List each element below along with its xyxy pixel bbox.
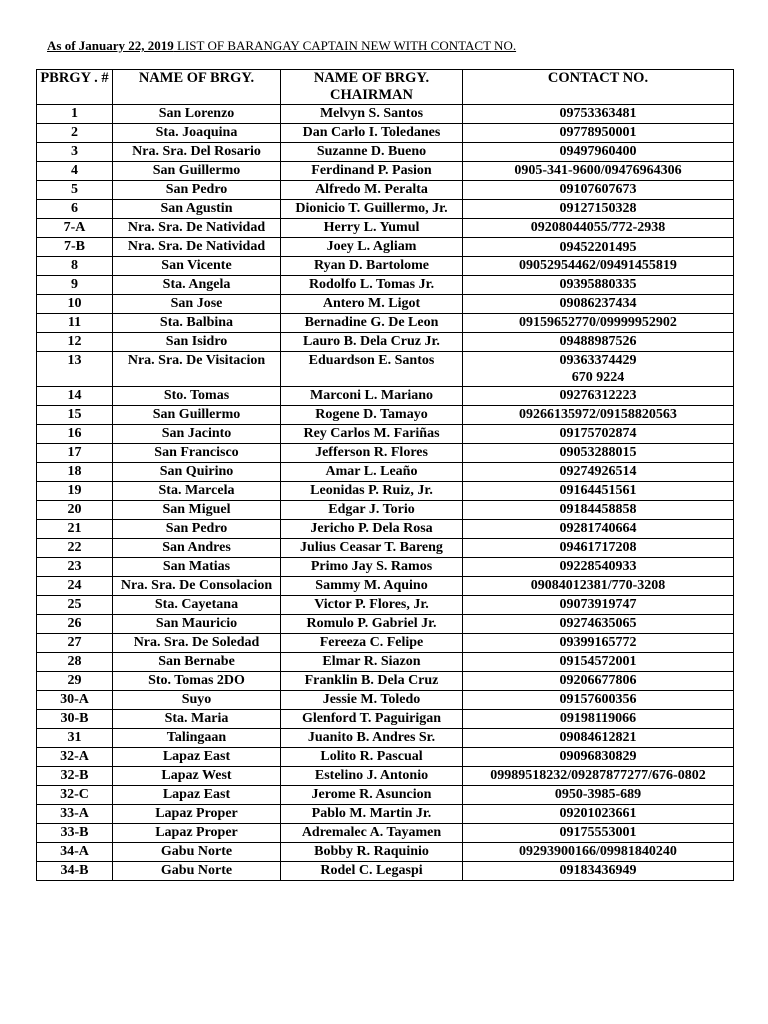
cell-pbrgy-no: 2 bbox=[37, 124, 113, 143]
table-row bbox=[37, 767, 734, 786]
table-row bbox=[37, 276, 734, 295]
table-row bbox=[37, 352, 734, 387]
barangay-captain-table bbox=[36, 69, 734, 881]
cell-brgy-name: San Lorenzo bbox=[113, 105, 281, 124]
cell-chairman-name: Juanito B. Andres Sr. bbox=[281, 729, 463, 748]
cell-chairman-name: Joey L. Agliam bbox=[281, 238, 463, 257]
cell-pbrgy-no: 18 bbox=[37, 463, 113, 482]
header-pbrgy-no: PBRGY . # bbox=[37, 70, 113, 105]
cell-brgy-name: Sta. Cayetana bbox=[113, 596, 281, 615]
cell-brgy-name: San Matias bbox=[113, 558, 281, 577]
title-date: As of January 22, 2019 bbox=[47, 38, 174, 53]
cell-contact-no: 0905-341-9600/09476964306 bbox=[463, 162, 734, 181]
table-row bbox=[37, 143, 734, 162]
table-row bbox=[37, 501, 734, 520]
cell-brgy-name: Sta. Marcela bbox=[113, 482, 281, 501]
cell-contact-no: 09201023661 bbox=[463, 805, 734, 824]
table-row bbox=[37, 295, 734, 314]
cell-chairman-name: Eduardson E. Santos bbox=[281, 352, 463, 387]
table-row bbox=[37, 672, 734, 691]
cell-brgy-name: Nra. Sra. Del Rosario bbox=[113, 143, 281, 162]
cell-chairman-name: Jefferson R. Flores bbox=[281, 444, 463, 463]
cell-chairman-name: Bobby R. Raquinio bbox=[281, 843, 463, 862]
table-row bbox=[37, 238, 734, 257]
cell-brgy-name: San Guillermo bbox=[113, 162, 281, 181]
cell-brgy-name: San Pedro bbox=[113, 520, 281, 539]
cell-pbrgy-no: 7-B bbox=[37, 238, 113, 257]
cell-chairman-name: Lolito R. Pascual bbox=[281, 748, 463, 767]
cell-chairman-name: Rey Carlos M. Fariñas bbox=[281, 425, 463, 444]
cell-contact-no: 09159652770/09999952902 bbox=[463, 314, 734, 333]
cell-contact-no: 09276312223 bbox=[463, 387, 734, 406]
cell-brgy-name: San Agustin bbox=[113, 200, 281, 219]
cell-brgy-name: Lapaz East bbox=[113, 748, 281, 767]
cell-pbrgy-no: 20 bbox=[37, 501, 113, 520]
table-row bbox=[37, 615, 734, 634]
cell-brgy-name: San Jacinto bbox=[113, 425, 281, 444]
table-row bbox=[37, 162, 734, 181]
cell-contact-no: 09206677806 bbox=[463, 672, 734, 691]
cell-brgy-name: Sta. Maria bbox=[113, 710, 281, 729]
cell-pbrgy-no: 28 bbox=[37, 653, 113, 672]
cell-contact-no: 09399165772 bbox=[463, 634, 734, 653]
cell-pbrgy-no: 34-A bbox=[37, 843, 113, 862]
cell-chairman-name: Franklin B. Dela Cruz bbox=[281, 672, 463, 691]
cell-contact-no: 09107607673 bbox=[463, 181, 734, 200]
table-row bbox=[37, 333, 734, 352]
cell-contact-no: 09084012381/770-3208 bbox=[463, 577, 734, 596]
cell-pbrgy-no: 3 bbox=[37, 143, 113, 162]
cell-contact-no: 09198119066 bbox=[463, 710, 734, 729]
cell-brgy-name: Sta. Angela bbox=[113, 276, 281, 295]
cell-pbrgy-no: 4 bbox=[37, 162, 113, 181]
table-header-row bbox=[37, 70, 734, 105]
cell-brgy-name: Nra. Sra. De Natividad bbox=[113, 219, 281, 238]
cell-contact-no: 09488987526 bbox=[463, 333, 734, 352]
cell-chairman-name: Primo Jay S. Ramos bbox=[281, 558, 463, 577]
cell-chairman-name: Leonidas P. Ruiz, Jr. bbox=[281, 482, 463, 501]
table-row bbox=[37, 634, 734, 653]
cell-chairman-name: Victor P. Flores, Jr. bbox=[281, 596, 463, 615]
cell-pbrgy-no: 30-A bbox=[37, 691, 113, 710]
table-row bbox=[37, 843, 734, 862]
cell-pbrgy-no: 6 bbox=[37, 200, 113, 219]
cell-pbrgy-no: 12 bbox=[37, 333, 113, 352]
cell-chairman-name: Alfredo M. Peralta bbox=[281, 181, 463, 200]
cell-contact-no: 09184458858 bbox=[463, 501, 734, 520]
table-row bbox=[37, 862, 734, 881]
cell-chairman-name: Sammy M. Aquino bbox=[281, 577, 463, 596]
cell-chairman-name: Herry L. Yumul bbox=[281, 219, 463, 238]
cell-pbrgy-no: 24 bbox=[37, 577, 113, 596]
cell-chairman-name: Dan Carlo I. Toledanes bbox=[281, 124, 463, 143]
cell-brgy-name: Nra. Sra. De Consolacion bbox=[113, 577, 281, 596]
table-body bbox=[37, 105, 734, 881]
cell-pbrgy-no: 33-A bbox=[37, 805, 113, 824]
cell-pbrgy-no: 19 bbox=[37, 482, 113, 501]
cell-pbrgy-no: 30-B bbox=[37, 710, 113, 729]
cell-chairman-name: Lauro B. Dela Cruz Jr. bbox=[281, 333, 463, 352]
cell-brgy-name: San Mauricio bbox=[113, 615, 281, 634]
cell-brgy-name: Sta. Balbina bbox=[113, 314, 281, 333]
cell-brgy-name: San Francisco bbox=[113, 444, 281, 463]
cell-brgy-name: Sta. Joaquina bbox=[113, 124, 281, 143]
table-row bbox=[37, 805, 734, 824]
table-row bbox=[37, 786, 734, 805]
cell-pbrgy-no: 5 bbox=[37, 181, 113, 200]
cell-brgy-name: Lapaz West bbox=[113, 767, 281, 786]
cell-brgy-name: Lapaz Proper bbox=[113, 805, 281, 824]
cell-brgy-name: San Jose bbox=[113, 295, 281, 314]
cell-pbrgy-no: 29 bbox=[37, 672, 113, 691]
cell-chairman-name: Elmar R. Siazon bbox=[281, 653, 463, 672]
cell-chairman-name: Dionicio T. Guillermo, Jr. bbox=[281, 200, 463, 219]
cell-brgy-name: San Vicente bbox=[113, 257, 281, 276]
cell-pbrgy-no: 27 bbox=[37, 634, 113, 653]
cell-brgy-name: Lapaz Proper bbox=[113, 824, 281, 843]
cell-chairman-name: Adremalec A. Tayamen bbox=[281, 824, 463, 843]
cell-contact-no: 09183436949 bbox=[463, 862, 734, 881]
title-text: LIST OF BARANGAY CAPTAIN NEW WITH CONTACT NO. bbox=[173, 38, 517, 53]
cell-pbrgy-no: 1 bbox=[37, 105, 113, 124]
cell-brgy-name: San Pedro bbox=[113, 181, 281, 200]
cell-pbrgy-no: 32-A bbox=[37, 748, 113, 767]
cell-chairman-name: Bernadine G. De Leon bbox=[281, 314, 463, 333]
cell-chairman-name: Suzanne D. Bueno bbox=[281, 143, 463, 162]
cell-chairman-name: Antero M. Ligot bbox=[281, 295, 463, 314]
cell-brgy-name: Nra. Sra. De Visitacion bbox=[113, 352, 281, 387]
cell-chairman-name: Fereeza C. Felipe bbox=[281, 634, 463, 653]
cell-chairman-name: Julius Ceasar T. Bareng bbox=[281, 539, 463, 558]
cell-chairman-name: Rogene D. Tamayo bbox=[281, 406, 463, 425]
cell-chairman-name: Melvyn S. Santos bbox=[281, 105, 463, 124]
table-row bbox=[37, 425, 734, 444]
table-row bbox=[37, 200, 734, 219]
cell-pbrgy-no: 33-B bbox=[37, 824, 113, 843]
table-row bbox=[37, 444, 734, 463]
cell-chairman-name: Ryan D. Bartolome bbox=[281, 257, 463, 276]
table-row bbox=[37, 748, 734, 767]
cell-brgy-name: Nra. Sra. De Soledad bbox=[113, 634, 281, 653]
table-row bbox=[37, 577, 734, 596]
cell-contact-no: 09753363481 bbox=[463, 105, 734, 124]
cell-chairman-name: Pablo M. Martin Jr. bbox=[281, 805, 463, 824]
cell-brgy-name: San Andres bbox=[113, 539, 281, 558]
cell-brgy-name: Sto. Tomas 2DO bbox=[113, 672, 281, 691]
cell-pbrgy-no: 26 bbox=[37, 615, 113, 634]
table-row bbox=[37, 124, 734, 143]
cell-brgy-name: San Bernabe bbox=[113, 653, 281, 672]
table-row bbox=[37, 387, 734, 406]
cell-chairman-name: Marconi L. Mariano bbox=[281, 387, 463, 406]
cell-pbrgy-no: 25 bbox=[37, 596, 113, 615]
cell-contact-no: 09293900166/09981840240 bbox=[463, 843, 734, 862]
cell-pbrgy-no: 32-B bbox=[37, 767, 113, 786]
cell-contact-no: 09461717208 bbox=[463, 539, 734, 558]
table-row bbox=[37, 539, 734, 558]
cell-contact-no: 09395880335 bbox=[463, 276, 734, 295]
table-row bbox=[37, 314, 734, 333]
cell-pbrgy-no: 15 bbox=[37, 406, 113, 425]
cell-chairman-name: Romulo P. Gabriel Jr. bbox=[281, 615, 463, 634]
cell-pbrgy-no: 10 bbox=[37, 295, 113, 314]
cell-contact-no: 09086237434 bbox=[463, 295, 734, 314]
header-contact-no: CONTACT NO. bbox=[463, 70, 734, 105]
cell-brgy-name: Gabu Norte bbox=[113, 862, 281, 881]
cell-contact-no: 09157600356 bbox=[463, 691, 734, 710]
cell-pbrgy-no: 23 bbox=[37, 558, 113, 577]
cell-pbrgy-no: 16 bbox=[37, 425, 113, 444]
cell-brgy-name: Suyo bbox=[113, 691, 281, 710]
cell-brgy-name: San Isidro bbox=[113, 333, 281, 352]
cell-chairman-name: Rodel C. Legaspi bbox=[281, 862, 463, 881]
cell-pbrgy-no: 14 bbox=[37, 387, 113, 406]
cell-contact-no: 09452201495 bbox=[463, 238, 734, 257]
cell-brgy-name: Sto. Tomas bbox=[113, 387, 281, 406]
cell-pbrgy-no: 31 bbox=[37, 729, 113, 748]
document-title bbox=[47, 38, 516, 54]
table-row bbox=[37, 406, 734, 425]
cell-contact-no: 09228540933 bbox=[463, 558, 734, 577]
table-row bbox=[37, 824, 734, 843]
cell-contact-no: 09266135972/09158820563 bbox=[463, 406, 734, 425]
header-chairman-name: NAME OF BRGY. CHAIRMAN bbox=[281, 70, 463, 105]
cell-contact-no: 09096830829 bbox=[463, 748, 734, 767]
cell-contact-no: 09274926514 bbox=[463, 463, 734, 482]
table-row bbox=[37, 105, 734, 124]
cell-brgy-name: San Miguel bbox=[113, 501, 281, 520]
cell-chairman-name: Jerome R. Asuncion bbox=[281, 786, 463, 805]
table-row bbox=[37, 463, 734, 482]
cell-chairman-name: Rodolfo L. Tomas Jr. bbox=[281, 276, 463, 295]
cell-pbrgy-no: 32-C bbox=[37, 786, 113, 805]
cell-pbrgy-no: 13 bbox=[37, 352, 113, 387]
cell-brgy-name: Lapaz East bbox=[113, 786, 281, 805]
table-row bbox=[37, 558, 734, 577]
cell-contact-no: 09073919747 bbox=[463, 596, 734, 615]
cell-chairman-name: Glenford T. Paguirigan bbox=[281, 710, 463, 729]
cell-contact-no: 09363374429 670 9224 bbox=[463, 352, 734, 387]
cell-pbrgy-no: 34-B bbox=[37, 862, 113, 881]
header-brgy-name: NAME OF BRGY. bbox=[113, 70, 281, 105]
table-row bbox=[37, 482, 734, 501]
cell-pbrgy-no: 21 bbox=[37, 520, 113, 539]
cell-chairman-name: Amar L. Leaño bbox=[281, 463, 463, 482]
cell-chairman-name: Edgar J. Torio bbox=[281, 501, 463, 520]
cell-pbrgy-no: 7-A bbox=[37, 219, 113, 238]
table-row bbox=[37, 520, 734, 539]
table-row bbox=[37, 219, 734, 238]
cell-contact-no: 09052954462/09491455819 bbox=[463, 257, 734, 276]
cell-chairman-name: Ferdinand P. Pasion bbox=[281, 162, 463, 181]
table-row bbox=[37, 710, 734, 729]
cell-pbrgy-no: 17 bbox=[37, 444, 113, 463]
cell-brgy-name: Gabu Norte bbox=[113, 843, 281, 862]
cell-contact-no: 09281740664 bbox=[463, 520, 734, 539]
cell-chairman-name: Estelino J. Antonio bbox=[281, 767, 463, 786]
cell-contact-no: 09778950001 bbox=[463, 124, 734, 143]
cell-brgy-name: San Quirino bbox=[113, 463, 281, 482]
table-row bbox=[37, 257, 734, 276]
table-row bbox=[37, 729, 734, 748]
cell-brgy-name: Talingaan bbox=[113, 729, 281, 748]
cell-pbrgy-no: 22 bbox=[37, 539, 113, 558]
cell-pbrgy-no: 11 bbox=[37, 314, 113, 333]
cell-chairman-name: Jessie M. Toledo bbox=[281, 691, 463, 710]
table-row bbox=[37, 596, 734, 615]
cell-contact-no: 09154572001 bbox=[463, 653, 734, 672]
cell-contact-no: 0950-3985-689 bbox=[463, 786, 734, 805]
cell-chairman-name: Jericho P. Dela Rosa bbox=[281, 520, 463, 539]
table-row bbox=[37, 653, 734, 672]
cell-contact-no: 09053288015 bbox=[463, 444, 734, 463]
cell-contact-no: 09127150328 bbox=[463, 200, 734, 219]
cell-contact-no: 09175553001 bbox=[463, 824, 734, 843]
cell-contact-no: 09164451561 bbox=[463, 482, 734, 501]
cell-contact-no: 09084612821 bbox=[463, 729, 734, 748]
cell-contact-no: 09989518232/09287877277/676-0802 bbox=[463, 767, 734, 786]
cell-contact-no: 09497960400 bbox=[463, 143, 734, 162]
cell-pbrgy-no: 9 bbox=[37, 276, 113, 295]
cell-brgy-name: San Guillermo bbox=[113, 406, 281, 425]
cell-pbrgy-no: 8 bbox=[37, 257, 113, 276]
cell-contact-no: 09274635065 bbox=[463, 615, 734, 634]
cell-contact-no: 09175702874 bbox=[463, 425, 734, 444]
cell-contact-no: 09208044055/772-2938 bbox=[463, 219, 734, 238]
table-row bbox=[37, 181, 734, 200]
table-row bbox=[37, 691, 734, 710]
cell-brgy-name: Nra. Sra. De Natividad bbox=[113, 238, 281, 257]
